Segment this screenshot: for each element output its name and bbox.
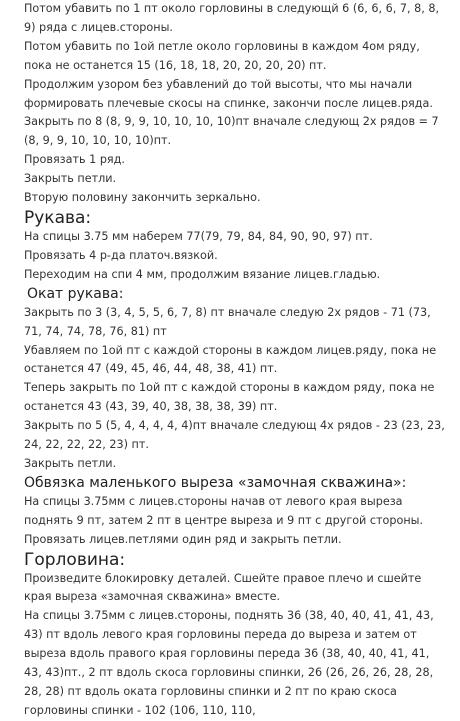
paragraph: Переходим на спи 4 мм, продолжим вязание лицев.гладью. bbox=[24, 267, 381, 281]
paragraph: Произведите блокировку деталей. Сшейте правое плечо и сшейте края выреза «замочная скважина» вместе. bbox=[24, 571, 422, 604]
paragraph: Потом убавить по 1ой петле около горловины в каждом 4ом ряду, пока не останется 15 (16, 18, 18, 20, 20, 20, 20) пт. bbox=[24, 39, 420, 72]
heading-sleeves: Рукава: bbox=[24, 207, 92, 228]
paragraph: Вторую половину закончить зеркально. bbox=[24, 191, 261, 205]
paragraph: Провязать 1 ряд. bbox=[24, 153, 125, 167]
paragraph: Потом убавить по 1 пт около горловины в следующй 6 (6, 6, 6, 7, 8, 8, 9) ряда с лицев.стороны. bbox=[24, 2, 440, 34]
paragraph: На спицы 3.75мм с лицев.стороны, поднять 36 (38, 40, 40, 41, 41, 43, 43) пт вдоль левого края горловины переда до выреза и затем от выреза вдоль правого края горловины переда 36 (38, 40, 40, 41, 41, 43, 43)пт., 2 пт вдоль скоса горловины спинки, 26 (26, 26, 26, 28, 28, 28, 28) пт вдоль оката горловины спинки и 2 пт по краю скоса горловины спинки - 102 (106, 110, 110, bbox=[24, 609, 434, 717]
paragraph: Закрыть по 8 (8, 9, 9, 10, 10, 10, 10)пт вначале следующ 2х рядов = 7 (8, 9, 9, 10, 10, 10, 10)пт. bbox=[24, 115, 439, 148]
section-neckline bbox=[24, 570, 450, 721]
paragraph: Убавляем по 1ой пт с каждой стороны в каждом лицев.ряду, пока не останется 47 (49, 45, 46, 44, 48, 38, 41) пт. bbox=[24, 343, 437, 376]
paragraph: Закрыть по 5 (5, 4, 4, 4, 4, 4)пт вначале следующ 4х рядов - 23 (23, 23, 24, 22, 22, 22, 23) пт. bbox=[24, 419, 445, 452]
paragraph: На спицы 3.75мм с лицев.стороны начав от левого края выреза поднять 9 пт, затем 2 пт в центре выреза и 9 пт с другой стороны. Провязать лицев.петлями один ряд и закрыть петли. bbox=[24, 494, 424, 546]
paragraph: Провязать 4 р-да платоч.вязкой. bbox=[24, 248, 218, 262]
paragraph: На спицы 3.75 мм наберем 77(79, 79, 84, 84, 90, 90, 97) пт. bbox=[24, 229, 373, 243]
section-keyhole bbox=[24, 493, 450, 550]
document-body bbox=[24, 0, 450, 721]
paragraph: Теперь закрыть по 1ой пт с каждой стороны в каждом ряду, пока не останется 43 (43, 39, 40, 38, 38, 38, 39) пт. bbox=[24, 381, 435, 414]
paragraph: Закрыть петли. bbox=[24, 172, 117, 186]
section-sleeve-cap bbox=[24, 304, 450, 474]
heading-neckline: Горловина: bbox=[24, 549, 126, 570]
paragraph: Закрыть по 3 (3, 4, 5, 5, 6, 7, 8) пт вначале следую 2х рядов - 71 (73, 71, 74, 74, 78, 76, 81) пт bbox=[24, 305, 431, 338]
paragraph: Продолжим узором без убавлений до той высоты, что мы начали формировать плечевые скосы на спинке, закончи после лицев.ряда. bbox=[24, 77, 433, 110]
section-sleeves bbox=[24, 228, 450, 285]
heading-keyhole: Обвязка маленького выреза «замочная скважина»: bbox=[24, 474, 407, 491]
section-front-neckline bbox=[24, 0, 450, 208]
paragraph: Закрыть петли. bbox=[24, 456, 117, 470]
heading-sleeve-cap: Окат рукава: bbox=[27, 285, 124, 302]
